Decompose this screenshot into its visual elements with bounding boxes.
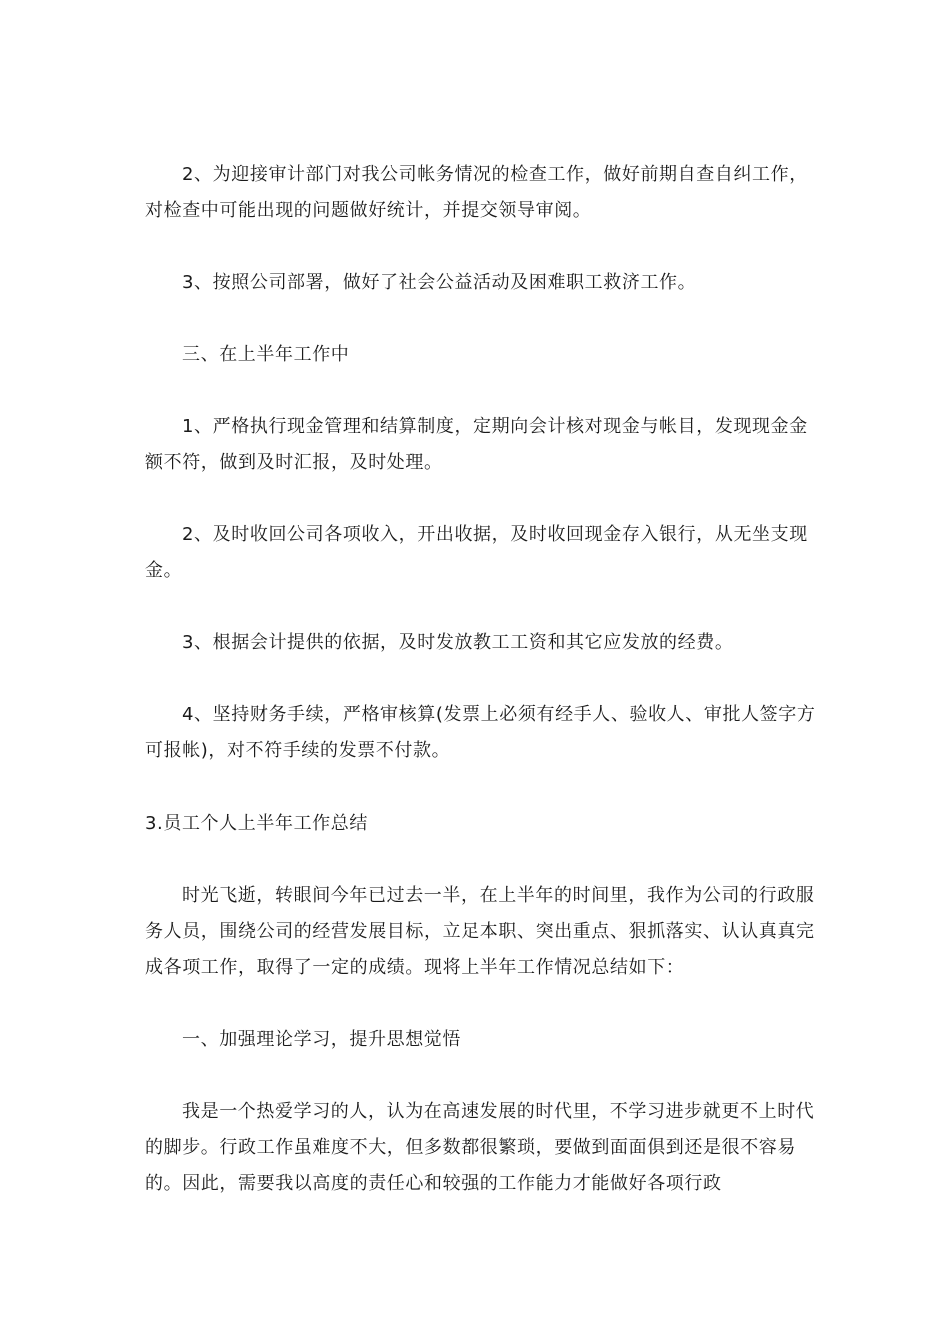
article-title-personal-summary: 3.员工个人上半年工作总结 [145,813,368,834]
section-heading-theory-study: 一、加强理论学习，提升思想觉悟 [182,1029,461,1050]
paragraph-audit-preparation: 2、为迎接审计部门对我公司帐务情况的检查工作，做好前期自查自纠工作，对检查中可能出现的问题做好统计，并提交领导审阅。 [145,164,808,221]
paragraph-salary-payment: 3、根据会计提供的依据，及时发放教工工资和其它应发放的经费。 [182,632,734,653]
paragraph-income-collection: 2、及时收回公司各项收入，开出收据，及时收回现金存入银行，从无坐支现金。 [145,524,808,581]
paragraph-financial-procedures: 4、坚持财务手续，严格审核算(发票上必须有经手人、验收人、审批人签字方可报帐)，对不符手续的发票不付款。 [145,704,816,761]
paragraph-learning: 我是一个热爱学习的人，认为在高速发展的时代里，不学习进步就更不上时代的脚步。行政工作虽难度不大，但多数都很繁琐，要做到面面俱到还是很不容易的。因此，需要我以高度的责任心和较强的工作能力才能做好各项行政 [145,1101,815,1194]
paragraph-public-welfare: 3、按照公司部署，做好了社会公益活动及困难职工救济工作。 [182,272,697,293]
paragraph-cash-management: 1、严格执行现金管理和结算制度，定期向会计核对现金与帐目，发现现金金额不符，做到及时汇报，及时处理。 [145,416,808,473]
paragraph-intro-summary: 时光飞逝，转眼间今年已过去一半，在上半年的时间里，我作为公司的行政服务人员，围绕公司的经营发展目标，立足本职、突出重点、狠抓落实、认认真真完成各项工作，取得了一定的成绩。现将上半年工作情况总结如下： [145,885,815,978]
section-heading-first-half-work: 三、在上半年工作中 [182,344,350,365]
